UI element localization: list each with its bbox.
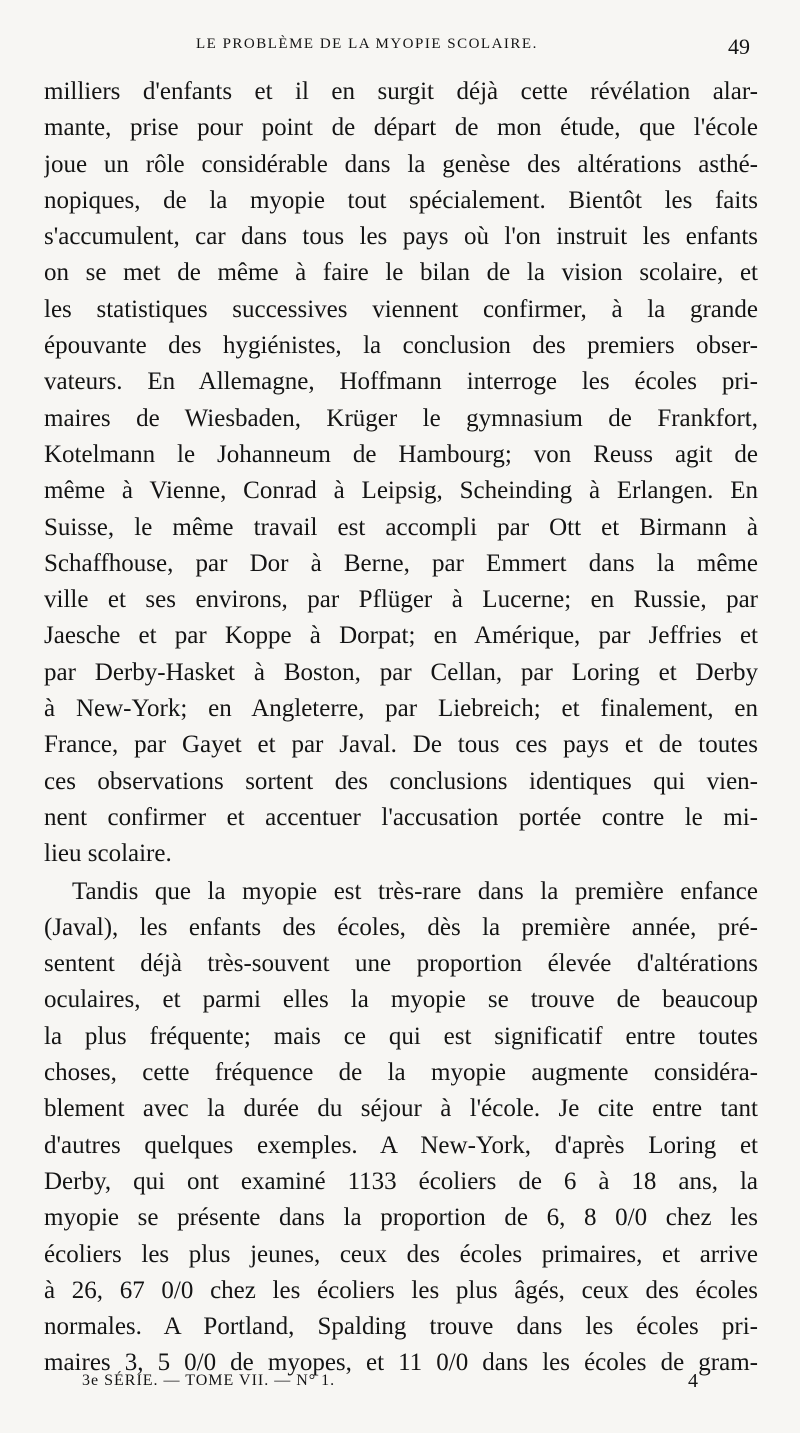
text-line: (Javal), les enfants des écoles, dès la première année, pré- [44,913,758,941]
text-line: vateurs. En Allemagne, Hoffmann interroge les écoles pri- [44,368,758,396]
text-line: d'autres quelques exemples. A New-York, d'après Loring et [44,1131,758,1159]
text-line: écoliers les plus jeunes, ceux des écoles primaires, et arrive [44,1240,758,1268]
text-line: blement avec la durée du séjour à l'école. Je cite entre tant [44,1095,758,1123]
text-line: ville et ses environs, par Pflüger à Lucerne; en Russie, par [44,586,758,614]
page-number: 49 [728,34,750,59]
text-line: lieu scolaire. [44,840,172,868]
text-line: Schaffhouse, par Dor à Berne, par Emmert dans la même [44,549,758,577]
text-line: on se met de même à faire le bilan de la vision scolaire, et [44,259,758,287]
text-line: Tandis que la myopie est très-rare dans la première enfance [72,877,758,905]
text-line: choses, cette fréquence de la myopie augmente considéra- [44,1059,758,1087]
text-line: par Derby-Hasket à Boston, par Cellan, par Loring et Derby [44,658,758,686]
text-line: oculaires, et parmi elles la myopie se trouve de beaucoup [44,986,758,1014]
text-line: normales. A Portland, Spalding trouve dans les écoles pri- [44,1313,758,1341]
text-line: joue un rôle considérable dans la genèse des altérations asthé- [44,150,758,178]
text-line: maires de Wiesbaden, Krüger le gymnasium de Frankfort, [44,404,758,432]
text-line: maires 3, 5 0/0 de myopes, et 11 0/0 dans les écoles de gram- [44,1349,758,1377]
text-line: sentent déjà très-souvent une proportion élevée d'altérations [44,950,758,978]
text-line: Derby, qui ont examiné 1133 écoliers de 6 à 18 ans, la [44,1167,758,1195]
text-line: s'accumulent, car dans tous les pays où l'on instruit les enfants [44,223,758,251]
page-footer [0,1372,800,1398]
text-line: ces observations sortent des conclusions identiques qui vien- [44,767,758,795]
running-head [0,34,800,58]
text-line: les statistiques successives viennent confirmer, à la grande [44,295,758,323]
text-line: Suisse, le même travail est accompli par Ott et Birmann à [44,513,758,541]
text-line: nent confirmer et accentuer l'accusation portée contre le mi- [44,803,758,831]
paragraph-1 [44,74,758,873]
signature-mark: 3e SÉRIE. — TOME VII. — N° 1. [82,1372,336,1389]
text-line: mante, prise pour point de départ de mon étude, que l'école [44,114,758,142]
text-line: nopiques, de la myopie tout spécialement. Bientôt les faits [44,186,758,214]
text-line: Jaesche et par Koppe à Dorpat; en Amérique, par Jeffries et [44,622,758,650]
text-line: à 26, 67 0/0 chez les écoliers les plus âgés, ceux des écoles [44,1276,758,1304]
running-title: LE PROBLÈME DE LA MYOPIE SCOLAIRE. [196,36,538,52]
text-line: Kotelmann le Johanneum de Hambourg; von Reuss agit de [44,440,758,468]
body-text [44,74,758,1382]
signature-number: 4 [688,1370,698,1392]
text-line: même à Vienne, Conrad à Leipsig, Scheinding à Erlangen. En [44,477,758,505]
text-line: myopie se présente dans la proportion de 6, 8 0/0 chez les [44,1204,758,1232]
text-line: à New-York; en Angleterre, par Liebreich; et finalement, en [44,695,758,723]
text-line: France, par Gayet et par Javal. De tous ces pays et de toutes [44,731,758,759]
text-line: milliers d'enfants et il en surgit déjà cette révélation alar- [44,78,758,105]
paragraph-2 [44,874,758,1382]
text-line: épouvante des hygiénistes, la conclusion des premiers obser- [44,332,758,360]
text-line: la plus fréquente; mais ce qui est significatif entre toutes [44,1022,758,1050]
